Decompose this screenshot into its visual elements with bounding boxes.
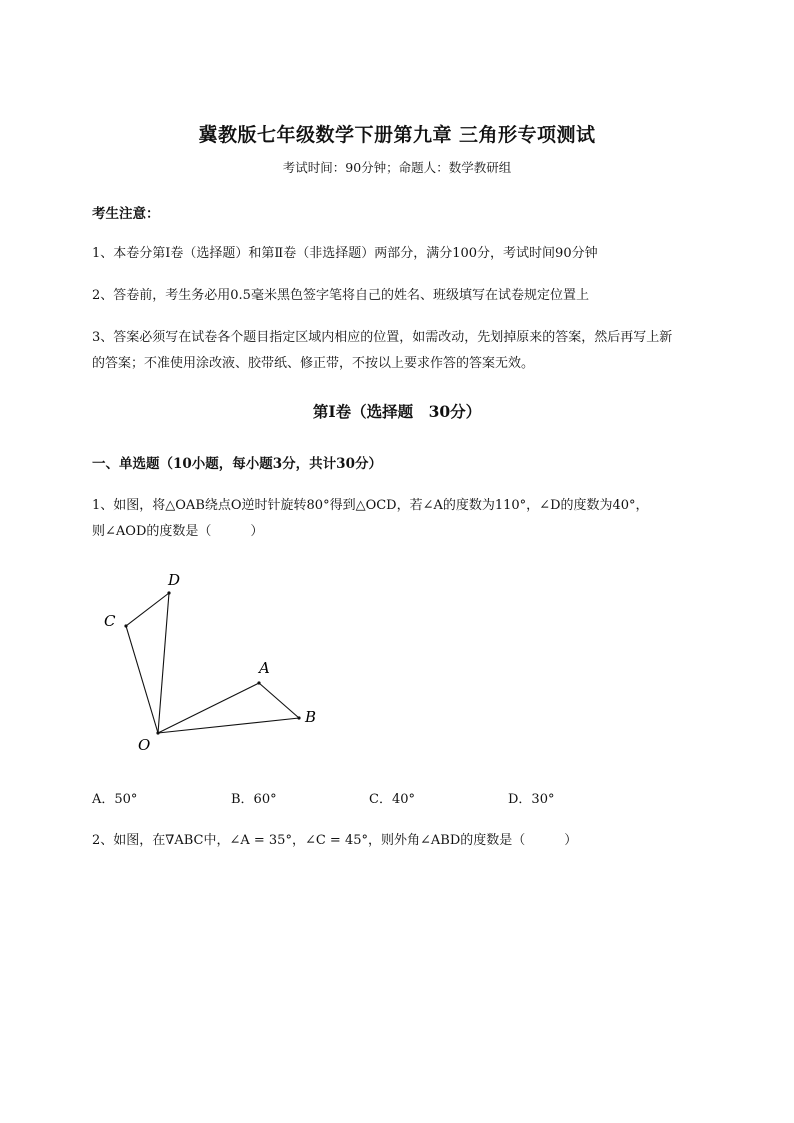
question-1-text-continued: 则∠AOD的度数是（ ） xyxy=(92,524,264,539)
question-1-text: 1、如图，将△OAB绕点O逆时针旋转80°得到△OCD，若∠A的度数为110°，∠D的度数为40°， xyxy=(92,498,649,513)
segment-OD xyxy=(158,593,169,733)
point-O xyxy=(156,731,159,734)
question-1-figure xyxy=(92,560,332,760)
label-C: C xyxy=(104,612,116,630)
document-title: 冀教版七年级数学下册第九章 三角形专项测试 xyxy=(198,124,596,146)
label-A: A xyxy=(259,659,270,677)
option-a[interactable]: A．50° xyxy=(92,792,138,807)
question-2-text: 2、如图，在∇ABC中，∠A = 35°，∠C = 45°，则外角∠ABD的度数是（ ） xyxy=(92,833,578,848)
notice-item-3-continued: 的答案；不准使用涂改液、胶带纸、修正带，不按以上要求作答的答案无效。 xyxy=(92,356,535,371)
segment-BO xyxy=(158,718,299,733)
document-subtitle: 考试时间：90分钟；命题人：数学教研组 xyxy=(282,160,512,175)
segment-CO xyxy=(126,626,158,733)
point-C xyxy=(124,624,127,627)
point-B xyxy=(297,716,300,719)
option-c[interactable]: C．40° xyxy=(369,792,415,807)
point-D xyxy=(167,591,170,594)
option-d[interactable]: D．30° xyxy=(508,792,555,807)
section-title: 第I卷（选择题 30分） xyxy=(312,402,482,421)
label-B: B xyxy=(305,708,317,726)
notice-heading: 考生注意： xyxy=(92,206,160,222)
notice-item-3: 3、答案必须写在试卷各个题目指定区域内相应的位置，如需改动，先划掉原来的答案，然后再写上新 xyxy=(92,330,673,345)
label-O: O xyxy=(138,736,151,754)
point-A xyxy=(257,681,260,684)
segment-OA xyxy=(158,683,259,733)
label-D: D xyxy=(168,571,181,589)
part-title: 一、单选题（10小题，每小题3分，共计30分） xyxy=(92,456,382,472)
segment-DC xyxy=(126,593,169,626)
notice-item-1: 1、本卷分第I卷（选择题）和第Ⅱ卷（非选择题）两部分，满分100分，考试时间90分钟 xyxy=(92,246,598,261)
notice-item-2: 2、答卷前，考生务必用0.5毫米黑色签字笔将自己的姓名、班级填写在试卷规定位置上 xyxy=(92,288,589,303)
segment-AB xyxy=(259,683,299,718)
option-b[interactable]: B．60° xyxy=(231,792,277,807)
